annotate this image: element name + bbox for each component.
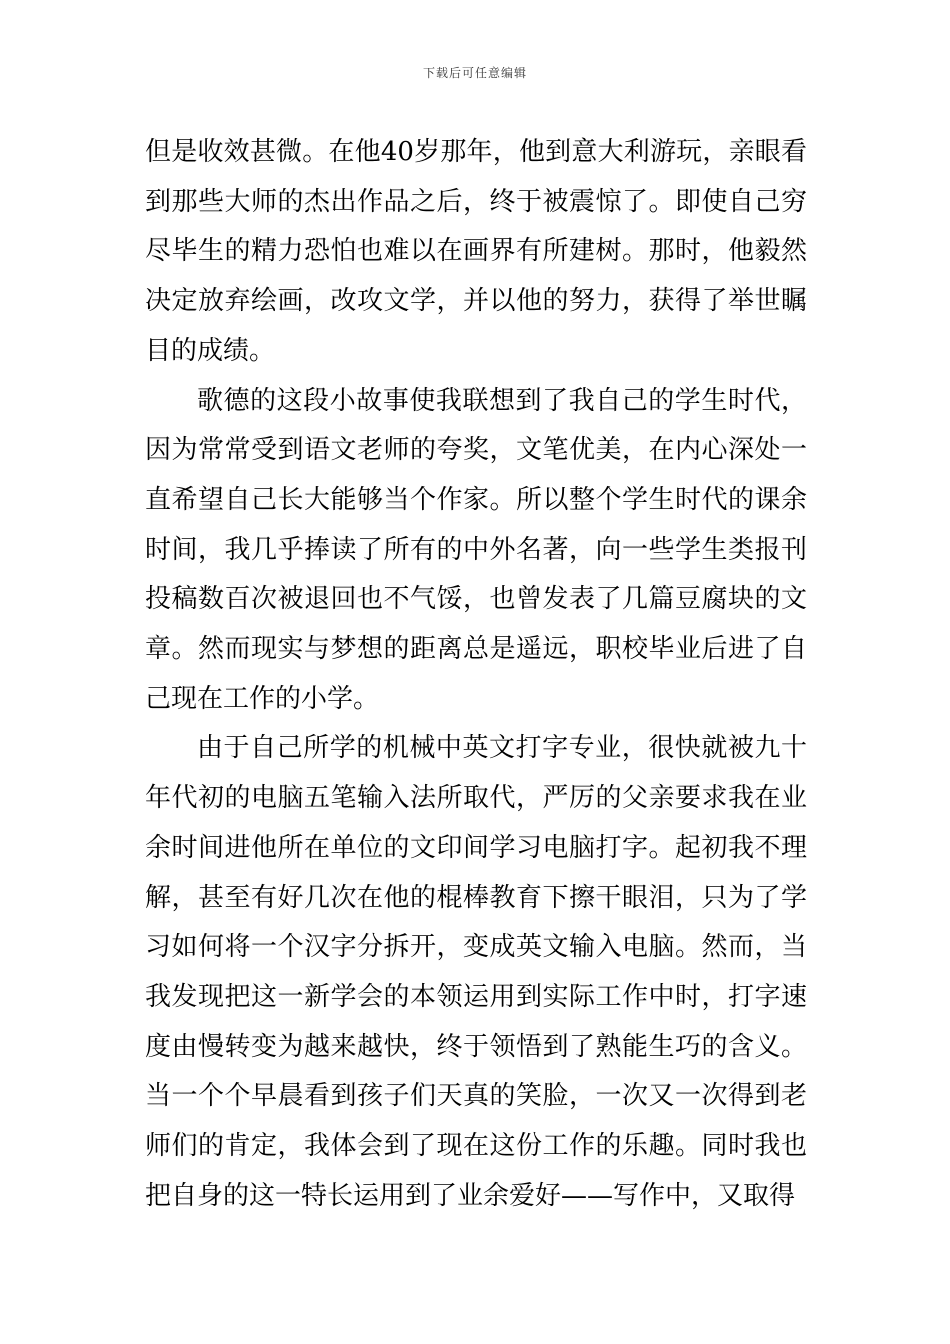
paragraph-1: 但是收效甚微。在他40岁那年，他到意大利游玩，亲眼看到那些大师的杰出作品之后，终于被震惊了。即使自己穷尽毕生的精力恐怕也难以在画界有所建树。那时，他毅然决定放弃绘画，改攻文学，并以他的努力，获得了举世瞩目的成绩。 bbox=[145, 137, 807, 366]
paragraph-3: 由于自己所学的机械中英文打字专业，很快就被九十年代初的电脑五笔输入法所取代，严厉的父亲要求我在业余时间进他所在单位的文印间学习电脑打字。起初我不理解，甚至有好几次在他的棍棒教育下擦干眼泪，只为了学习如何将一个汉字分拆开，变成英文输入电脑。然而，当我发现把这一新学会的本领运用到实际工作中时，打字速度由慢转变为越来越快，终于领悟到了熟能生巧的含义。当一个个早晨看到孩子们天真的笑脸，一次又一次得到老师们的肯定，我体会到了现在这份工作的乐趣。同时我也把自身的这一特长运用到了业余爱好——写作中，又取得 bbox=[145, 733, 807, 1211]
document-body bbox=[145, 128, 807, 1221]
paragraph-2: 歌德的这段小故事使我联想到了我自己的学生时代，因为常常受到语文老师的夸奖，文笔优美，在内心深处一直希望自己长大能够当个作家。所以整个学生时代的课余时间，我几乎捧读了所有的中外名著，向一些学生类报刊投稿数百次被退回也不气馁，也曾发表了几篇豆腐块的文章。然而现实与梦想的距离总是遥远，职校毕业后进了自己现在工作的小学。 bbox=[145, 385, 807, 714]
page-header: 下载后可任意编辑 bbox=[422, 66, 527, 80]
